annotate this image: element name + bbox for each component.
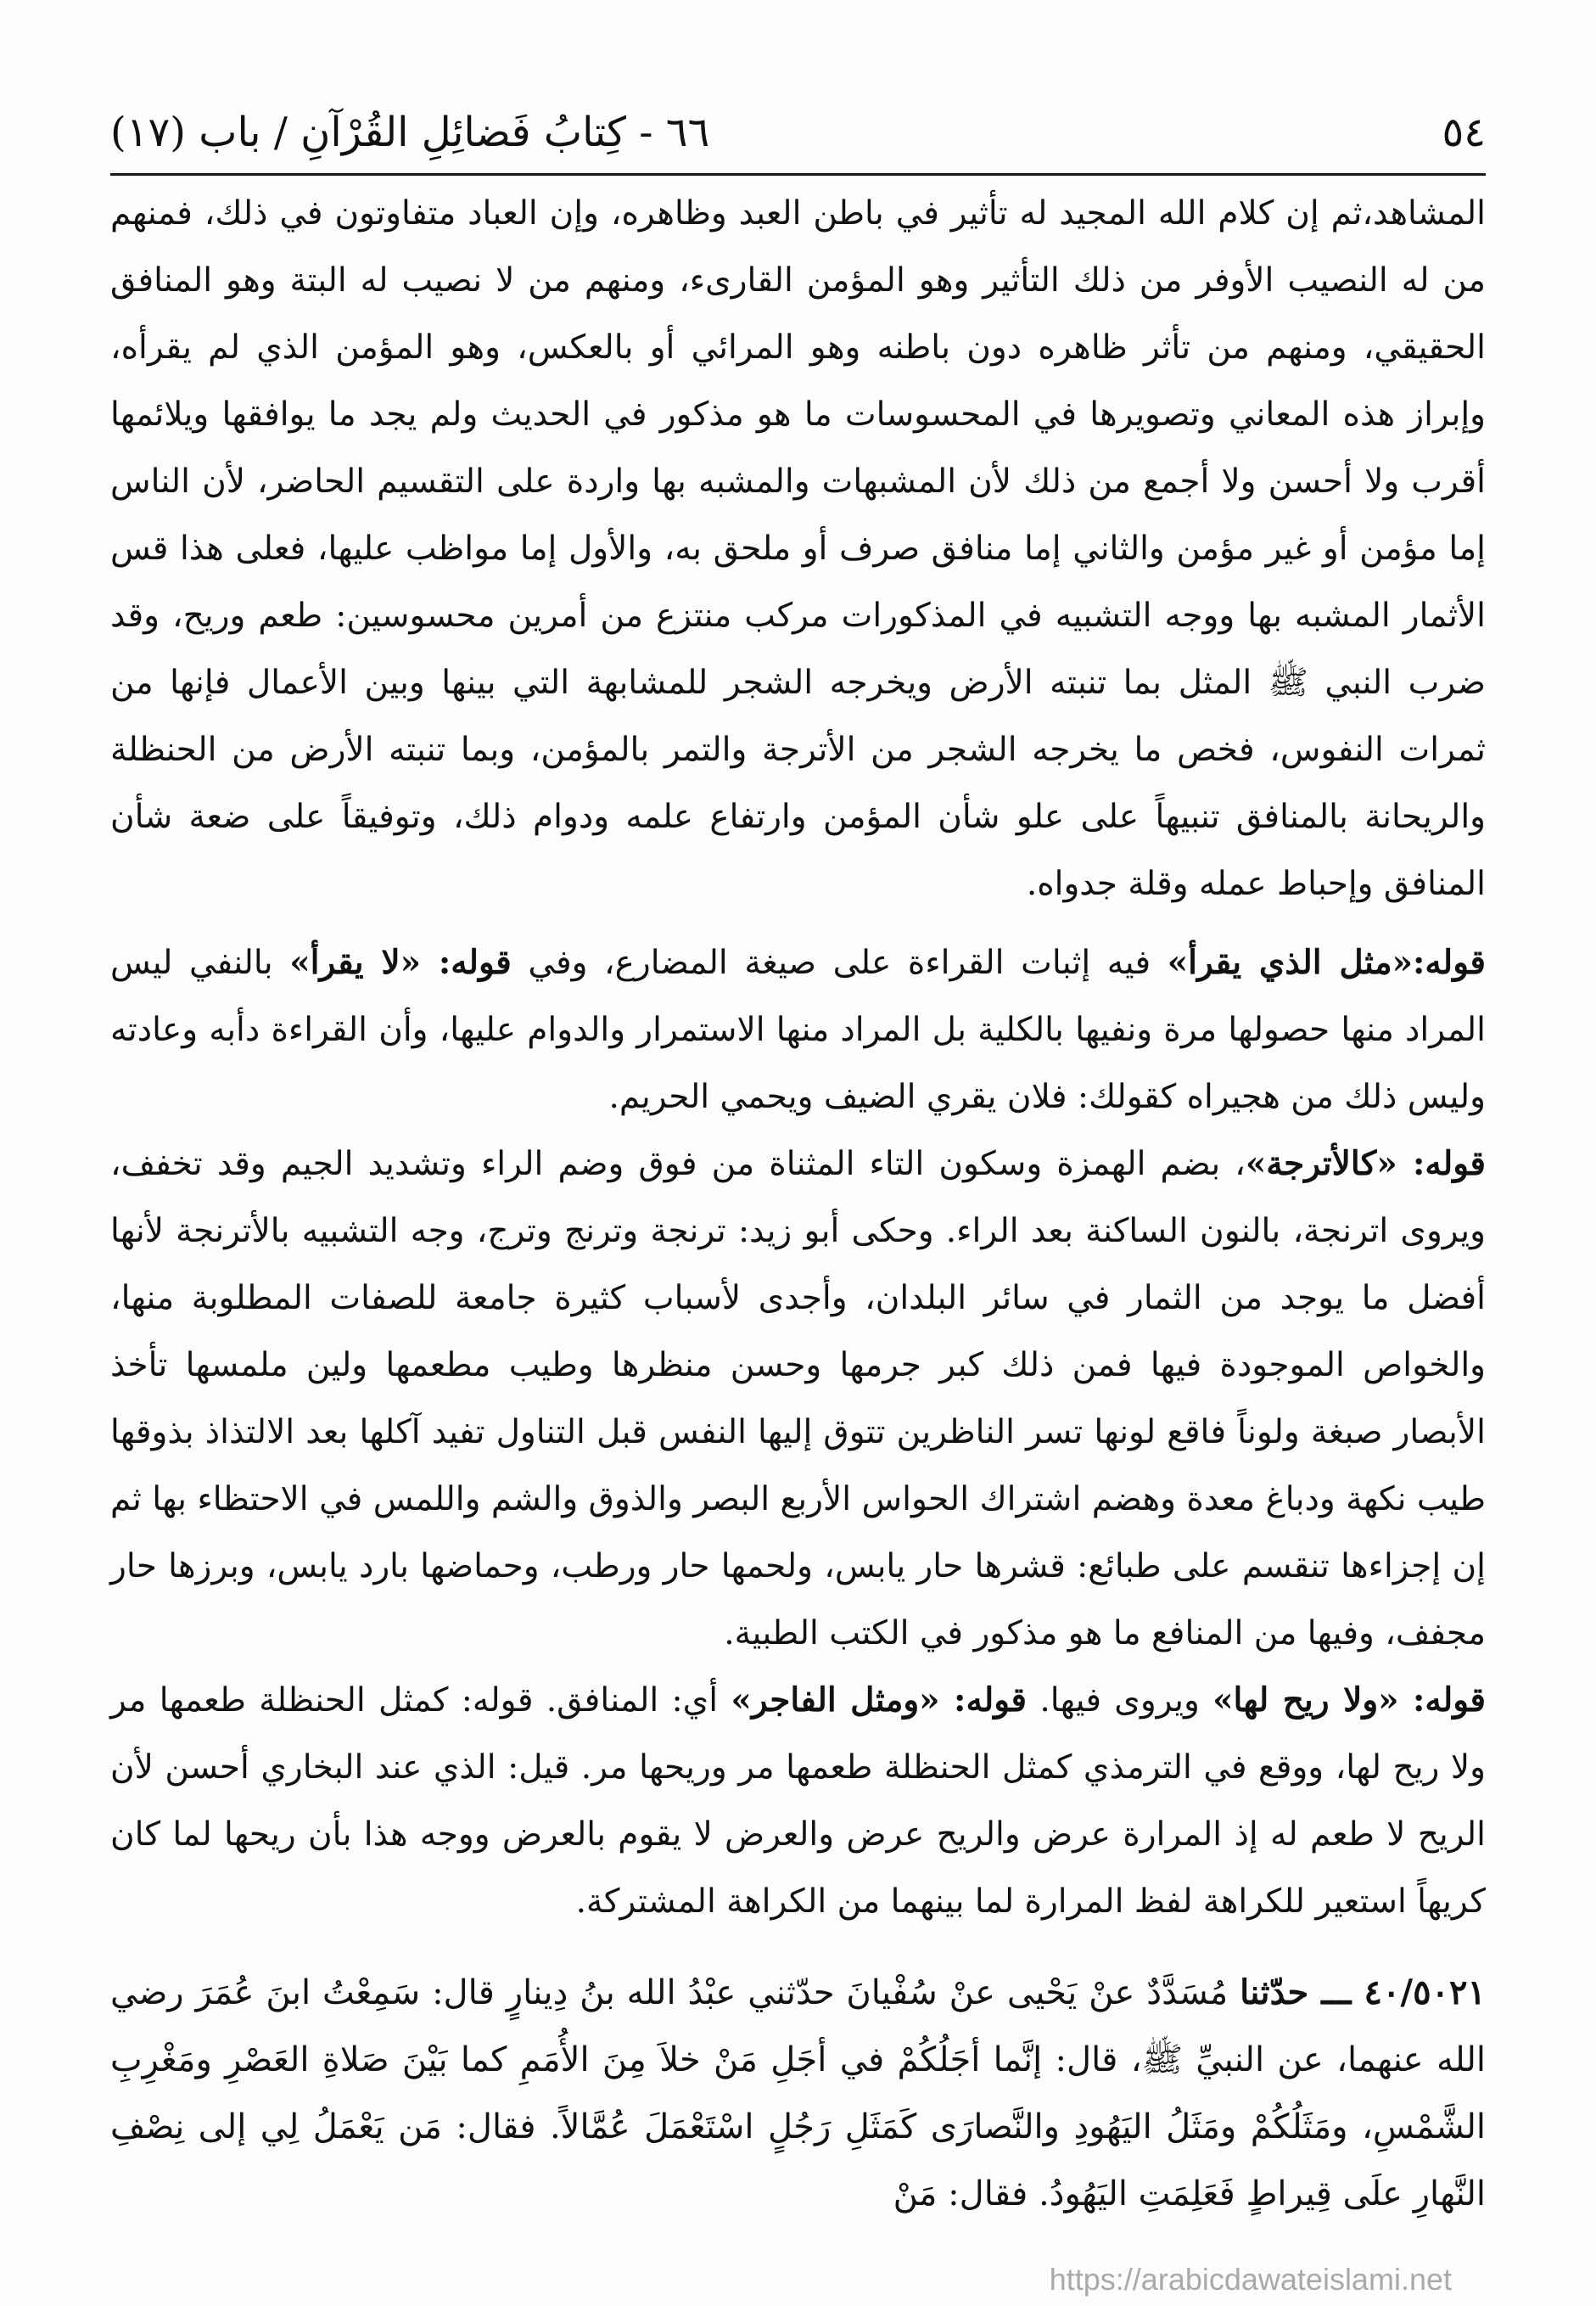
hadith-number: ٤٠/٥٠٢١ ـــ حدّثنا: [1240, 1972, 1487, 2012]
header-rule: [110, 173, 1486, 176]
lemma-marker: قوله:: [1413, 1144, 1486, 1183]
lemma-quote: «مثل الذي يقرأ»: [1167, 943, 1413, 982]
lemma-marker: قوله:: [1413, 1680, 1487, 1720]
lemma-quote: «لا يقرأ»: [289, 943, 439, 982]
page-number: ٥٤: [1442, 109, 1486, 156]
paragraph-text: بالنفي ليس المراد منها حصولها مرة ونفيها بالكلية بل المراد منها الاستمرار والدوام عليها، وأن القراءة دأبه وعادته وليس ذلك من هجيراه كقولك: فلان يقري الضيف ويحمي الحريم.: [110, 944, 1486, 1116]
paragraph-text: ويروى فيها.: [1027, 1681, 1213, 1720]
paragraph-text: فيه إثبات القراءة على صيغة المضارع، وفي: [511, 944, 1168, 982]
hadith-paragraph: [110, 1959, 1486, 2228]
lemma-quote: «ومثل الفاجر»: [731, 1680, 955, 1720]
commentary-paragraph-1: المشاهد،ثم إن كلام الله المجيد له تأثير في باطن العبد وظاهره، وإن العباد متفاوتون في ذلك، فمنهم من له النصيب الأوفر من ذلك التأثير وهو المؤمن القارىء، ومنهم من لا نصيب له البتة وهو المنافق الحقيقي، ومنهم من تأثر ظاهره دون باطنه وهو المرائي أو بالعكس، وهو المؤمن الذي لم يقرأه، وإبراز هذه المعاني وتصويرها في المحسوسات ما هو مذكور في الحديث ولم يجد ما يوافقها ويلائمها أقرب ولا أحسن ولا أجمع من ذلك لأن المشبهات والمشبه بها واردة على التقسيم الحاضر، لأن الناس إما مؤمن أو غير مؤمن والثاني إما منافق صرف أو ملحق به، والأول إما مواظب عليها، فعلى هذا قس الأثمار المشبه بها ووجه التشبيه في المذكورات مركب منتزع من أمرين محسوسين: طعم وريح، وقد ضرب النبي ﷺ المثل بما تنبته الأرض ويخرجه الشجر للمشابهة التي بينها وبين الأعمال فإنها من ثمرات النفوس، فخص ما يخرجه الشجر من الأترجة والتمر بالمؤمن، وبما تنبته الأرض من الحنظلة والريحانة بالمنافق تنبيهاً على علو شأن المؤمن وارتفاع علمه ودوام ذلك، وتوفيقاً على ضعة شأن المنافق وإحباط عمله وقلة جدواه.: [110, 194, 1486, 903]
lemma-quote: «كالأترجة»: [1245, 1144, 1414, 1183]
watermark-url: https://arabicdawateislami.net: [1049, 2262, 1452, 2297]
running-title: ٦٦ - كِتابُ فَضائِلِ القُرْآنِ / باب (١٧): [110, 109, 710, 156]
commentary-paragraph-2: [110, 929, 1486, 1131]
lemma-marker: قوله:: [1413, 943, 1486, 982]
commentary-paragraph-3: [110, 1131, 1486, 1667]
paragraph-text: أي: المنافق. قوله: كمثل الحنظلة طعمها مر ولا ريح لها، ووقع في الترمذي كمثل الحنظلة طعمها مر وريحها مر. قيل: الذي عند البخاري أحسن لأن الريح لا طعم له إذ المرارة عرض والريح عرض والعرض لا يقوم بالعرض ووجه هذا بأن ريحها لما كان كريهاً استعير للكراهة لفظ المرارة لما بينهما من الكراهة المشتركة.: [110, 1681, 1486, 1921]
lemma-marker: قوله:: [954, 1680, 1028, 1720]
lemma-quote: «ولا ريح لها»: [1212, 1680, 1414, 1720]
lemma-marker: قوله:: [438, 943, 512, 982]
page-header: [110, 100, 1486, 166]
page-body: [110, 180, 1486, 2228]
commentary-paragraph-4: [110, 1667, 1486, 1935]
hadith-text: مُسَدَّدٌ عنْ يَحْيى عنْ سُفْيانَ حدّثني عبْدُ الله بنُ دِينارٍ قال: سَمِعْتُ ابنَ عُمَرَ رضي الله عنهما، عن النبيِّ ﷺ، قال: إنَّما أجَلُكُمْ في أجَلِ مَنْ خلاَ مِنَ الأُمَمِ كما بَيْنَ صَلاةِ العَصْرِ ومَغْرِبِ الشَّمْسِ، ومَثَلُكُمْ ومَثَلُ اليَهُودِ والنَّصارَى كَمَثَلِ رَجُلٍ اسْتَعْمَلَ عُمَّالاً. فقال: مَن يَعْمَلُ لِي إلى نِصْفِ النَّهارِ علَى قِيراطٍ فَعَلِمَتِ اليَهُودُ. فقال: مَنْ: [110, 1973, 1486, 2213]
paragraph-text: ، بضم الهمزة وسكون التاء المثناة من فوق وضم الراء وتشديد الجيم وقد تخفف، ويروى اترنجة، بالنون الساكنة بعد الراء. وحكى أبو زيد: ترنجة وترنج وترج، وجه التشبيه بالأترنجة لأنها أفضل ما يوجد من الثمار في سائر البلدان، وأجدى لأسباب كثيرة جامعة للصفات المطلوبة منها، والخواص الموجودة فيها فمن ذلك كبر جرمها وحسن منظرها وطيب مطعمها ولين ملمسها تأخذ الأبصار صبغة ولوناً فاقع لونها تسر الناظرين تتوق إليها النفس قبل التناول تفيد آكلها بعد الالتذاذ بذوقها طيب نكهة ودباغ معدة وهضم اشتراك الحواس الأربع البصر والذوق والشم واللمس في الاحتظاء بها ثم إن إجزاءها تنقسم على طبائع: قشرها حار يابس، ولحمها حار ورطب، وحماضها بارد يابس، وبرزها حار مجفف، وفيها من المنافع ما هو مذكور في الكتب الطبية.: [110, 1145, 1486, 1652]
